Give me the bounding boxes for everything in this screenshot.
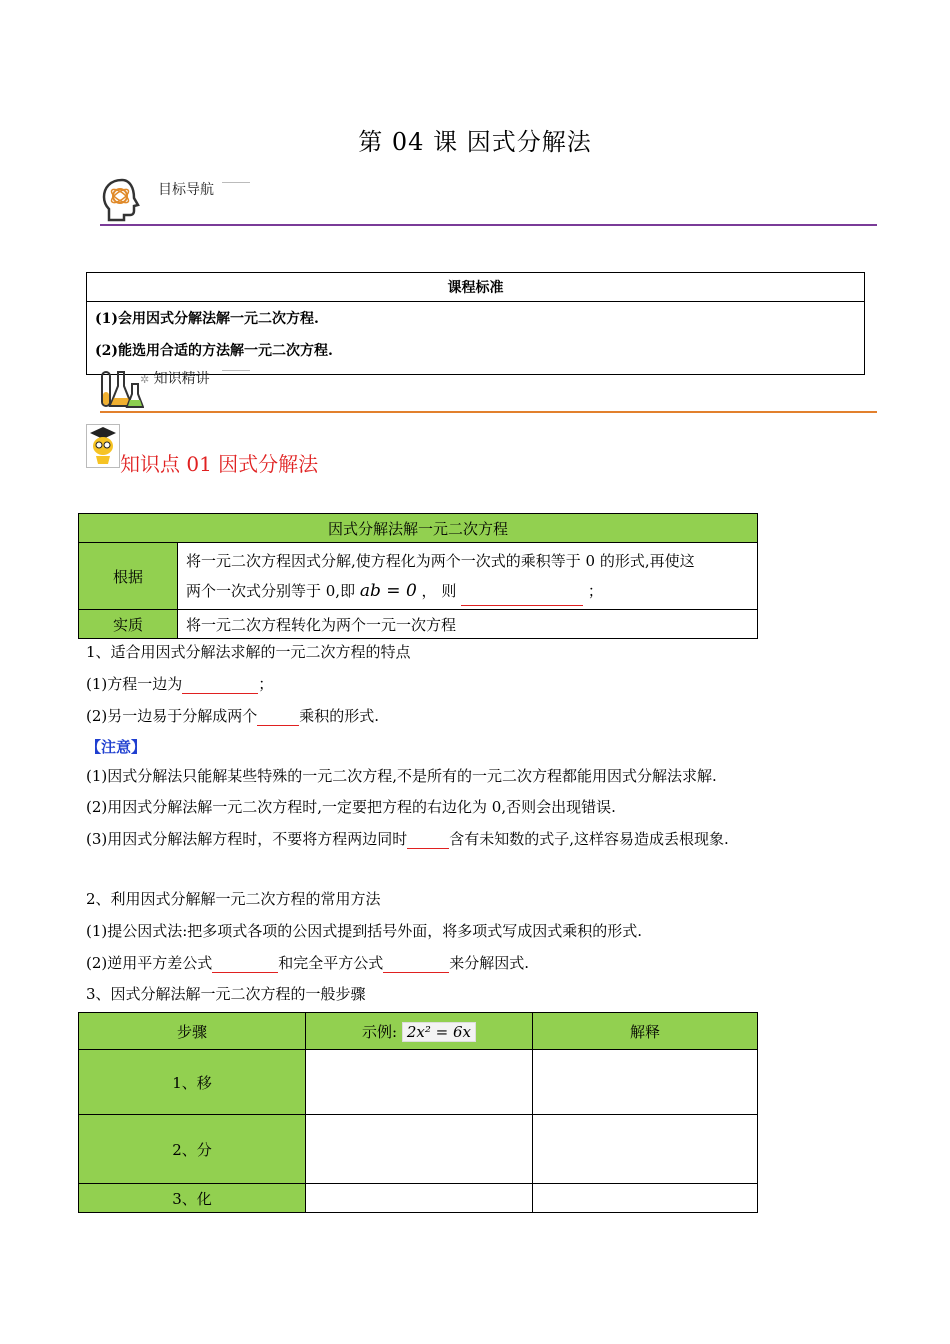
basis-line2-prefix: 两个一次式分别等于 0,即: [186, 582, 356, 600]
orange-divider: [100, 411, 877, 413]
goal-nav-underline: [222, 182, 250, 183]
knowledge-nav-underline: [222, 370, 250, 371]
steps-table: [78, 1012, 758, 1213]
note-item3-text: (3)用因式分解法解方程时，不要将方程两边同时: [86, 830, 408, 848]
section1-item1: [86, 674, 273, 694]
section1-heading: 1、适合用因式分解法求解的一元二次方程的特点: [86, 643, 411, 661]
note-label: 【注意】: [86, 738, 147, 756]
flask-icon: [100, 366, 144, 412]
step-example-cell[interactable]: [306, 1115, 533, 1184]
blank-answer[interactable]: [383, 956, 449, 973]
basis-label: 根据: [79, 543, 178, 610]
goal-nav-label: 目标导航: [158, 182, 214, 198]
section2-item2-mid: 和完全平方公式: [278, 954, 384, 972]
basis-content: [178, 543, 758, 610]
blank-answer[interactable]: [407, 832, 449, 849]
knowledge-point-title: 知识点 01 因式分解法: [120, 452, 319, 476]
graduate-mascot-icon: [86, 424, 120, 468]
blank-answer[interactable]: [257, 709, 299, 726]
course-standard-header: 课程标准: [87, 273, 865, 302]
blank-answer[interactable]: [182, 677, 258, 694]
step-example-cell[interactable]: [306, 1184, 533, 1213]
step-explain-cell[interactable]: [533, 1050, 758, 1115]
course-standard-table: [86, 272, 865, 375]
col-example-header: [306, 1013, 533, 1050]
sparkle-icon: ✲: [140, 373, 150, 386]
step-label: 2、分: [79, 1115, 306, 1184]
method-table-header: 因式分解法解一元二次方程: [79, 514, 758, 543]
blank-answer[interactable]: [212, 956, 278, 973]
section2-item2-text: (2)逆用平方差公式: [86, 954, 213, 972]
math-ab-equals-zero: ab = 0: [359, 581, 417, 601]
section1-item1-suffix: ；: [258, 675, 274, 693]
brain-head-icon: [100, 176, 144, 224]
basis-line2-mid: ， 则: [421, 582, 457, 600]
essence-content: 将一元二次方程转化为两个一元一次方程: [178, 610, 758, 639]
step-explain-cell[interactable]: [533, 1115, 758, 1184]
basis-line1: 将一元二次方程因式分解,使方程化为两个一次式的乘积等于 0 的形式,再使这: [186, 552, 695, 570]
step-label: 3、化: [79, 1184, 306, 1213]
note-item: (1)因式分解法只能解某些特殊的一元二次方程,不是所有的一元二次方程都能用因式分解法求解.: [86, 767, 717, 785]
knowledge-nav-label: [140, 368, 210, 388]
col-example-label: 示例:: [362, 1022, 398, 1041]
purple-divider: [100, 224, 877, 226]
section1-item1-text: (1)方程一边为: [86, 675, 183, 693]
note-item: [86, 829, 729, 849]
blank-answer[interactable]: [461, 587, 583, 606]
note-item: (2)用因式分解法解一元二次方程时,一定要把方程的右边化为 0,否则会出现错误.: [86, 798, 616, 816]
knowledge-nav-text: 知识精讲: [153, 371, 210, 387]
page-title: 第 04 课 因式分解法: [358, 128, 592, 156]
math-example-equation: 2x² = 6x: [402, 1022, 476, 1042]
section2-item1: (1)提公因式法:把多项式各项的公因式提到括号外面，将多项式写成因式乘积的形式.: [86, 922, 643, 940]
section3-heading: 3、因式分解法解一元二次方程的一般步骤: [86, 985, 366, 1003]
note-item3-suffix: 含有未知数的式子,这样容易造成丢根现象.: [449, 830, 729, 848]
section2-item2: [86, 953, 529, 973]
section2-heading: 2、利用因式分解解一元二次方程的常用方法: [86, 890, 381, 908]
step-example-cell[interactable]: [306, 1050, 533, 1115]
section1-item2: [86, 706, 379, 726]
course-standard-line: (1)会用因式分解法解一元二次方程.: [95, 311, 319, 327]
section1-item2-text: (2)另一边易于分解成两个: [86, 707, 258, 725]
method-table: [78, 513, 758, 639]
step-explain-cell[interactable]: [533, 1184, 758, 1213]
col-explain-header: 解释: [533, 1013, 758, 1050]
section2-item2-suffix: 来分解因式.: [449, 954, 530, 972]
col-step-header: 步骤: [79, 1013, 306, 1050]
course-standard-line: (2)能选用合适的方法解一元二次方程.: [95, 343, 333, 359]
section1-item2-suffix: 乘积的形式.: [299, 707, 380, 725]
basis-line2-suffix: ；: [587, 582, 603, 600]
essence-label: 实质: [79, 610, 178, 639]
basis-line2: [186, 576, 749, 606]
step-label: 1、移: [79, 1050, 306, 1115]
